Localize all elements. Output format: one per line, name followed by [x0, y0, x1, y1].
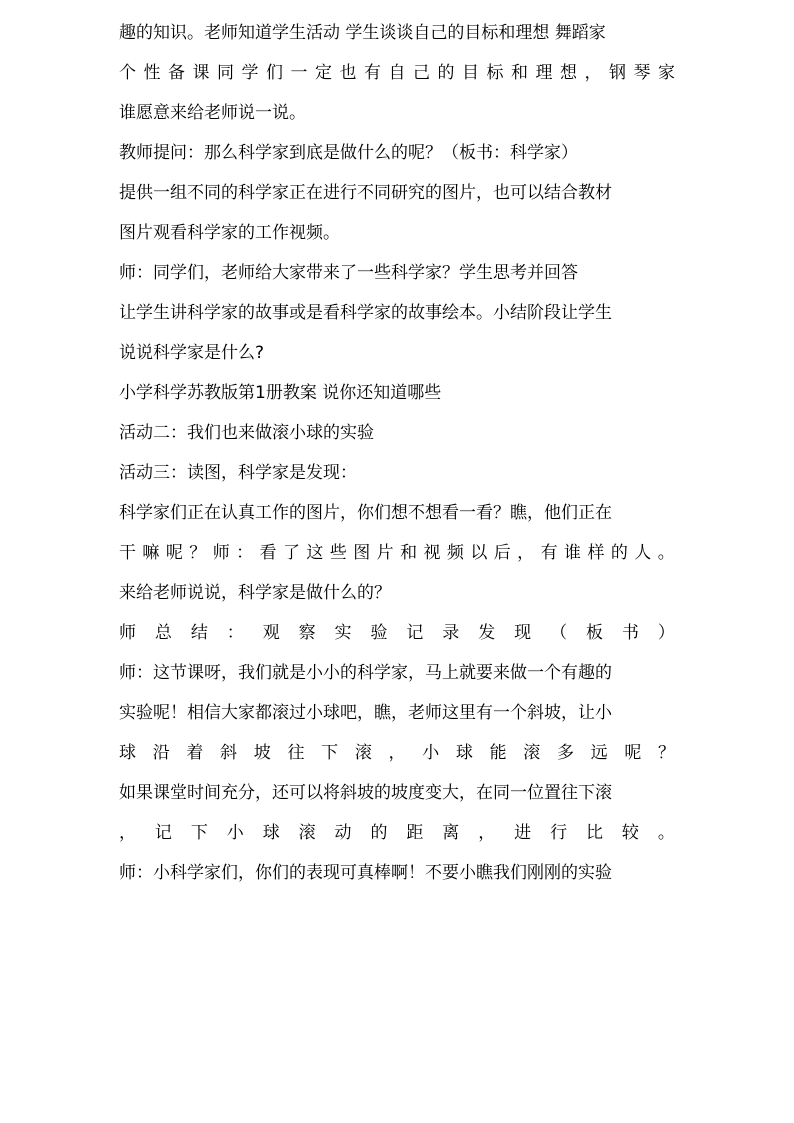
text-line-5: 提供一组不同的科学家正在进行不同研究的图片，也可以结合教材	[119, 183, 612, 203]
text-line-6: 图片观看科学家的工作视频。	[119, 223, 340, 243]
text-line-12: 活动三：读图，科学家是发现：	[119, 463, 357, 483]
text-line-20: 如果课堂时间充分，还可以将斜坡的坡度变大，在同一位置往下滚	[119, 783, 612, 803]
text-line-21: ， 记 下 小 球 滚 动 的 距 离 ， 进 行 比 较 。	[119, 823, 675, 843]
text-line-22: 师：小科学家们，你们的表现可真棒啊！不要小瞧我们刚刚的实验	[119, 863, 612, 883]
text-line-8: 让学生讲科学家的故事或是看科学家的故事绘本。小结阶段让学生	[119, 303, 612, 323]
text-line-14: 干 嘛 呢 ？ 师 ： 看 了 这 些 图 片 和 视 频 以 后 ， 有 谁 样 的 人 。	[119, 543, 675, 563]
text-line-18: 实验呢！相信大家都滚过小球吧，瞧，老师这里有一个斜坡，让小	[119, 703, 612, 723]
text-line-3: 谁愿意来给老师说一说。	[119, 103, 306, 123]
text-line-9: 说说科学家是什么?	[119, 343, 265, 363]
text-line-10: 小学科学苏教版第1册教案 说你还知道哪些	[119, 383, 442, 403]
text-line-4: 教师提问：那么科学家到底是做什么的呢？（板书：科学家）	[119, 143, 578, 163]
text-line-16: 师 总 结 ： 观 察 实 验 记 录 发 现 （ 板 书 ）	[119, 623, 675, 643]
text-line-19: 球 沿 着 斜 坡 往 下 滚 ， 小 球 能 滚 多 远 呢 ？	[119, 743, 675, 763]
text-line-15: 来给老师说说，科学家是做什么的？	[119, 583, 391, 603]
text-line-7: 师：同学们，老师给大家带来了一些科学家？学生思考并回答	[119, 263, 578, 283]
text-line-2: 个 性 备 课 同 学 们 一 定 也 有 自 己 的 目 标 和 理 想 ， 钢 琴 家	[119, 63, 675, 83]
text-line-1: 趣的知识。老师知道学生活动 学生谈谈自己的目标和理想 舞蹈家	[119, 23, 606, 43]
text-line-11: 活动二：我们也来做滚小球的实验	[119, 423, 374, 443]
text-line-13: 科学家们正在认真工作的图片，你们想不想看一看？瞧，他们正在	[119, 503, 612, 523]
text-line-17: 师：这节课呀，我们就是小小的科学家，马上就要来做一个有趣的	[119, 663, 612, 683]
